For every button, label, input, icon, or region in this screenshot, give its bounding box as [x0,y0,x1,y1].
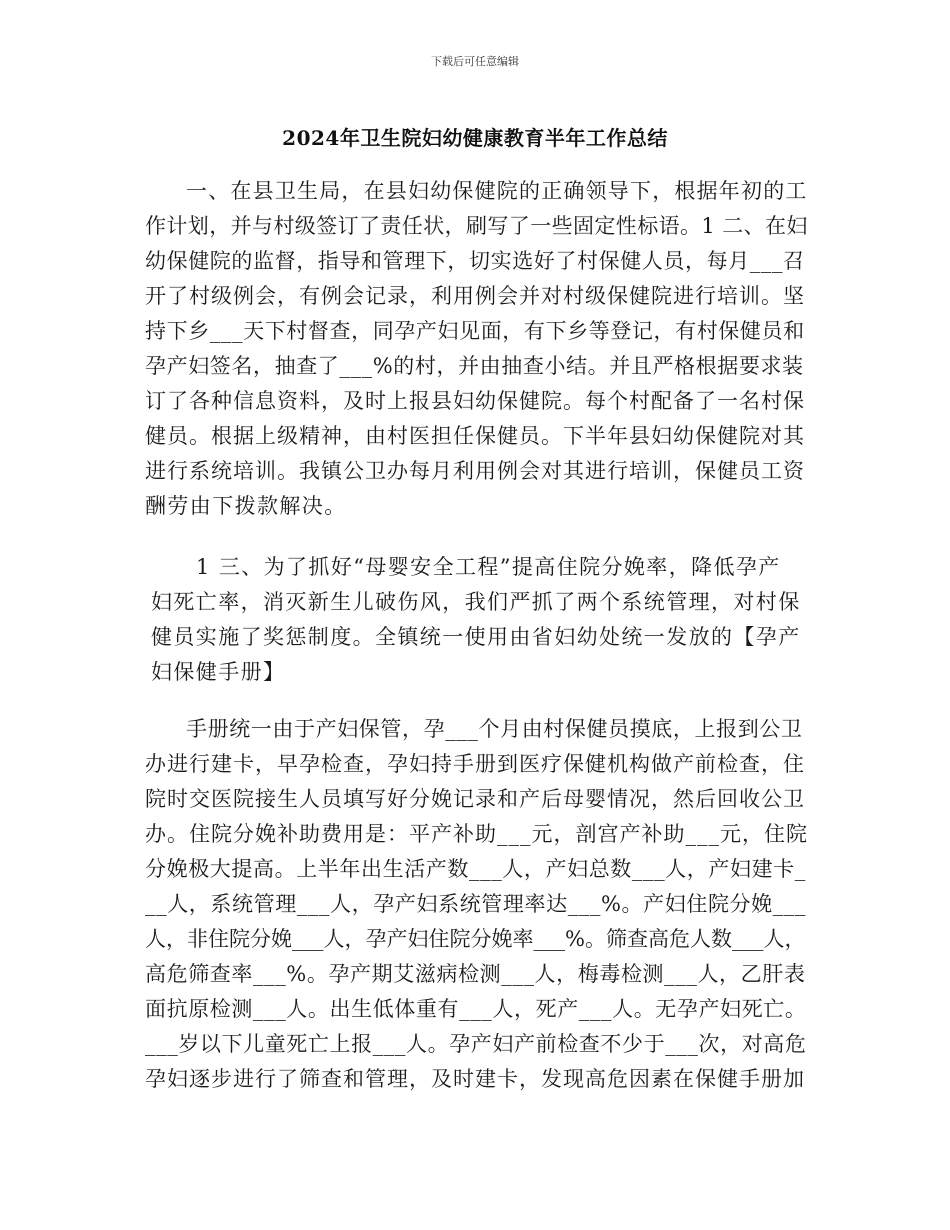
body-line: 分娩极大提高。上半年出生活产数___人，产妇总数___人，产妇建卡_ [145,857,806,881]
body-line: 办。住院分娩补助费用是：平产补助___元，剖宫产补助___元，住院 [145,822,808,846]
body-line: 手册统一由于产妇保管，孕___个月由村保健员摸底，上报到公卫 [186,717,803,741]
body-line: 健员实施了奖惩制度。全镇统一使用由省妇幼处统一发放的【孕产 [151,625,801,649]
body-line: 作计划，并与村级签订了责任状，刷写了一些固定性标语。1 二、在妇 [145,214,808,238]
body-line: 妇死亡率，消灭新生儿破伤风，我们严抓了两个系统管理，对村保 [151,590,801,614]
body-line: 订了各种信息资料，及时上报县妇幼保健院。每个村配备了一名村保 [145,389,805,413]
body-line: 开了村级例会，有例会记录，利用例会并对村级保健院进行培训。坚 [145,284,805,308]
header-note: 下载后可任意编辑 [431,55,519,68]
body-line: 健员。根据上级精神，由村医担任保健员。下半年县妇幼保健院对其 [145,424,805,448]
body-line: 面抗原检测___人。出生低体重有___人，死产___人。无孕产妇死亡。 [145,997,807,1021]
body-line: 孕妇逐步进行了筛查和管理，及时建卡，发现高危因素在保健手册加 [145,1067,805,1091]
body-line: 人，非住院分娩___人，孕产妇住院分娩率___%。筛查高危人数___人， [145,927,806,951]
body-line: 孕产妇签名，抽查了___%的村，并由抽查小结。并且严格根据要求装 [145,354,804,378]
body-line: 持下乡___天下村督查，同孕产妇见面，有下乡等登记，有村保健员和 [145,319,805,343]
body-line: 幼保健院的监督，指导和管理下，切实选好了村保健人员，每月___召 [145,249,805,273]
body-line: 妇保健手册】 [151,660,286,684]
body-line: __人，系统管理___人，孕产妇系统管理率达___%。产妇住院分娩___ [145,892,807,916]
body-line: 一、在县卫生局，在县妇幼保健院的正确领导下，根据年初的工 [186,179,808,203]
body-line: 院时交医院接生人员填写好分娩记录和产后母婴情况，然后回收公卫 [145,787,805,811]
document-title: 2024年卫生院妇幼健康教育半年工作总结 [282,126,668,150]
body-line: ___岁以下儿童死亡上报___人。孕产妇产前检查不少于___次，对高危 [145,1032,807,1056]
body-line: 高危筛查率___%。孕产期艾滋病检测___人，梅毒检测___人，乙肝表 [145,962,806,986]
body-line: 进行系统培训。我镇公卫办每月利用例会对其进行培训，保健员工资 [145,459,805,483]
body-line: 酬劳由下拨款解决。 [145,494,347,518]
body-line: 办进行建卡，早孕检查，孕妇持手册到医疗保健机构做产前检查，住 [145,752,805,776]
body-line: 1 三、为了抓好“母婴安全工程”提高住院分娩率，降低孕产 [196,555,781,579]
